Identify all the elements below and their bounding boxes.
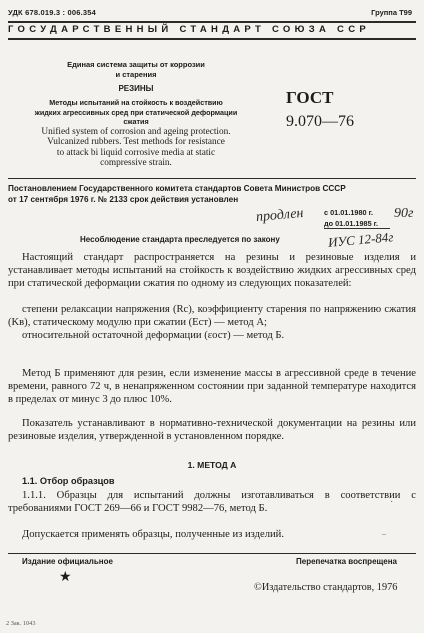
section-heading-method-a: 1. МЕТОД А [187,460,237,470]
udk-code: УДК 678.019.3 : 006.354 [8,8,97,17]
footer-rule [8,553,416,554]
handwritten-extended-note: продлен [255,205,305,226]
rubbers-title: РЕЗИНЫ [118,84,154,93]
handwritten-year-note: 90г [394,206,414,221]
handwritten-ius-note: ИУС 12-84г [327,229,394,250]
top-rule [8,21,416,23]
reprint-notice: Перепечатка воспрещена [296,557,397,566]
paragraph-indicator: Показатель устанавливают в нормативно-технической документации на резины или резиновые изделия, утвержденной в установленном порядке. [8,418,416,442]
methods-title: Методы испытаний на стойкость к воздействию жидких агрессивных сред при статической деформации сжатия [34,98,238,126]
system-title: Единая система защиты от коррозии и старения [67,60,205,79]
validity-from: с 01.01.1980 г. [324,208,373,217]
subsection-heading-sampling: 1.1. Отбор образцов [22,476,115,486]
banner-rule [8,38,416,40]
margin-mark: ˙ [390,500,394,511]
validity-to: до 01.01.1985 г. [324,219,378,228]
paragraph-method-b-use: Метод Б применяют для резин, если изменение массы в агрессивной среде в течение времени, равного 72 ч, в ненапряженном состоянии при заданной температуре находится в пределах от минус 3 до плюс 10%. [8,368,416,405]
paragraph-samples: 1.1.1. Образцы для испытаний должны изготавливаться в соответствии с требованиями ГОСТ 269—66 и ГОСТ 9982—76, метод Б. [8,490,416,514]
print-order-mark: 2 Зак. 1043 [6,620,36,627]
group-code: Группа Т99 [371,8,412,17]
star-icon: ★ [59,570,72,585]
english-title: Unified system of corrosion and ageing protection. Vulcanized rubbers. Test methods for resistance to attack bi liquid corrosive media at static compressive strain. [41,127,231,168]
paragraph-samples-from-products: Допускается применять образцы, полученные из изделий. [22,529,284,540]
official-edition: Издание официальное [22,557,113,566]
paragraph-scope: Настоящий стандарт распространяется на резины и резиновые изделия и устанавливает методы испытаний на стойкость к воздействию жидких агрессивных сред при статической деформации сжатия по одному из следующих показателей: [8,252,416,289]
law-warning: Несоблюдение стандарта преследуется по закону [80,235,280,244]
validity-underline [324,228,390,229]
paragraph-method-a: степени релаксации напряжения (Rс), коэффициенту старения по напряжению сжатия (Kв), статическому модулю при сжатии (Eст) — метод А; [8,304,416,328]
paragraph-method-b: относительной остаточной деформации (εост) — метод Б. [22,330,285,341]
publisher-copyright: ©Издательство стандартов, 1976 [254,582,398,593]
state-standard-banner: ГОСУДАРСТВЕННЫЙ СТАНДАРТ СОЮЗА ССР [8,24,371,35]
standard-number: 9.070—76 [286,113,354,130]
decree-text: Постановлением Государственного комитета стандартов Совета Министров СССР от 17 сентября 1976 г. № 2133 срок действия установлен [8,184,346,204]
standard-label: ГОСТ [286,88,334,107]
title-rule [8,178,416,179]
margin-dash-mark: – [382,529,386,538]
